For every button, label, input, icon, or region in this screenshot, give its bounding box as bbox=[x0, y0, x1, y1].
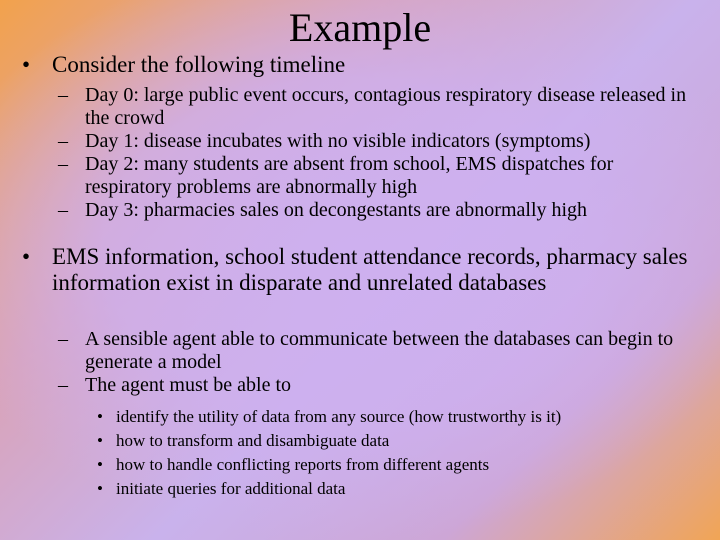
bullet-text: Consider the following timeline bbox=[52, 52, 346, 77]
sub-bullet-text: Day 1: disease incubates with no visible indicators (symptoms) bbox=[85, 130, 591, 152]
sub-bullet-item bbox=[0, 84, 700, 130]
sub-sub-bullet-text: initiate queries for additional data bbox=[116, 479, 346, 498]
sub-bullet-text: Day 0: large public event occurs, contagious respiratory disease released in the crowd bbox=[85, 84, 687, 129]
bullet-list-2 bbox=[0, 244, 700, 296]
bullet-marker: • bbox=[97, 407, 103, 426]
bullet-text: EMS information, school student attendance records, pharmacy sales information exist in disparate and unrelated databases bbox=[52, 244, 688, 295]
sub-bullet-item bbox=[0, 130, 700, 153]
dash-marker: – bbox=[58, 328, 68, 350]
sub-bullet-item bbox=[0, 374, 700, 397]
bullet-list-1 bbox=[0, 52, 700, 78]
bullet-marker: • bbox=[22, 52, 31, 77]
bullet-item bbox=[0, 244, 700, 296]
sub-sub-bullet-item bbox=[0, 477, 720, 501]
agent-sublist bbox=[0, 328, 720, 397]
bullet-marker: • bbox=[97, 431, 103, 450]
sub-bullet-text: The agent must be able to bbox=[85, 374, 292, 396]
slide-title: Example bbox=[288, 5, 432, 50]
bullet-item bbox=[0, 52, 700, 78]
sub-bullet-text: Day 2: many students are absent from school, EMS dispatches for respiratory problems are abnormally high bbox=[85, 153, 614, 198]
sub-sub-bullet-item bbox=[0, 405, 720, 429]
dash-marker: – bbox=[58, 374, 68, 396]
sub-sub-bullet-text: how to handle conflicting reports from different agents bbox=[116, 455, 490, 474]
sub-sub-bullet-text: how to transform and disambiguate data bbox=[116, 431, 390, 450]
dash-marker: – bbox=[58, 84, 68, 106]
agent-abilities-list bbox=[0, 405, 720, 501]
dash-marker: – bbox=[58, 199, 68, 221]
sub-bullet-item bbox=[0, 199, 700, 222]
bullet-marker: • bbox=[97, 479, 103, 498]
sub-bullet-item bbox=[0, 328, 700, 374]
bullet-marker: • bbox=[97, 455, 103, 474]
sub-sub-bullet-item bbox=[0, 429, 720, 453]
sub-sub-bullet-text: identify the utility of data from any source (how trustworthy is it) bbox=[116, 407, 562, 426]
dash-marker: – bbox=[58, 153, 68, 175]
sub-bullet-text: A sensible agent able to communicate between the databases can begin to generate a model bbox=[85, 328, 674, 373]
bullet-marker: • bbox=[22, 244, 31, 269]
dash-marker: – bbox=[58, 130, 68, 152]
sub-sub-bullet-item bbox=[0, 453, 720, 477]
timeline-sublist bbox=[0, 84, 720, 222]
sub-bullet-text: Day 3: pharmacies sales on decongestants are abnormally high bbox=[85, 199, 588, 221]
sub-bullet-item bbox=[0, 153, 700, 199]
